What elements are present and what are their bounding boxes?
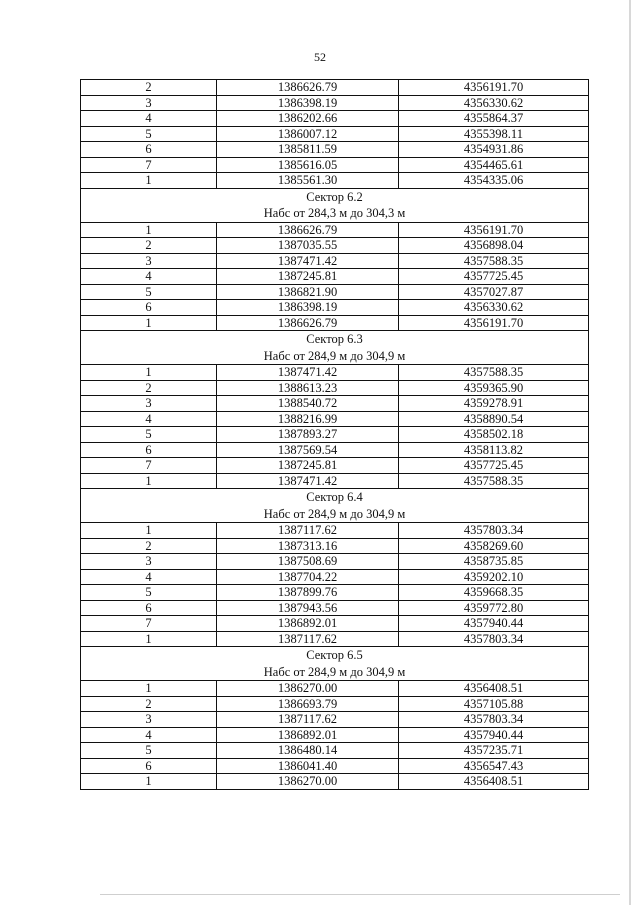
sector-height-range: Набс от 284,9 м до 304,9 м: [263, 664, 406, 679]
table-row: [81, 538, 589, 554]
y-coordinate-cell: 4359202.10: [399, 569, 589, 585]
y-coordinate-cell: 4358113.82: [399, 442, 589, 458]
table-row: [81, 173, 589, 189]
sector-height-range: Набс от 284,9 м до 304,9 м: [263, 348, 406, 363]
x-coordinate-cell: 1386821.90: [217, 284, 399, 300]
point-number-cell: 5: [81, 585, 217, 601]
y-coordinate-cell: 4357940.44: [399, 616, 589, 632]
y-coordinate-cell: 4358269.60: [399, 538, 589, 554]
table-row: [81, 222, 589, 238]
y-coordinate-cell: 4355864.37: [399, 111, 589, 127]
x-coordinate-cell: 1388613.23: [217, 380, 399, 396]
point-number-cell: 1: [81, 365, 217, 381]
table-row: [81, 727, 589, 743]
point-number-cell: 6: [81, 442, 217, 458]
table-row: [81, 365, 589, 381]
x-coordinate-cell: 1385561.30: [217, 173, 399, 189]
x-coordinate-cell: 1386626.79: [217, 222, 399, 238]
sector-header-row: [81, 647, 589, 681]
x-coordinate-cell: 1386202.66: [217, 111, 399, 127]
y-coordinate-cell: 4357588.35: [399, 365, 589, 381]
sector-title: Сектор 6.5: [306, 648, 363, 662]
x-coordinate-cell: 1386041.40: [217, 758, 399, 774]
sector-header-cell: [81, 489, 589, 523]
y-coordinate-cell: 4358890.54: [399, 411, 589, 427]
table-row: [81, 315, 589, 331]
x-coordinate-cell: 1386892.01: [217, 727, 399, 743]
y-coordinate-cell: 4359772.80: [399, 600, 589, 616]
x-coordinate-cell: 1385616.05: [217, 157, 399, 173]
y-coordinate-cell: 4357725.45: [399, 458, 589, 474]
sector-header-row: [81, 489, 589, 523]
y-coordinate-cell: 4356191.70: [399, 80, 589, 96]
table-row: [81, 774, 589, 790]
table-row: [81, 442, 589, 458]
sector-title: Сектор 6.3: [306, 332, 363, 346]
point-number-cell: 4: [81, 269, 217, 285]
table-row: [81, 80, 589, 96]
point-number-cell: 3: [81, 396, 217, 412]
x-coordinate-cell: 1387471.42: [217, 253, 399, 269]
x-coordinate-cell: 1387117.62: [217, 712, 399, 728]
table-row: [81, 585, 589, 601]
point-number-cell: 4: [81, 569, 217, 585]
point-number-cell: 1: [81, 473, 217, 489]
x-coordinate-cell: 1387035.55: [217, 238, 399, 254]
x-coordinate-cell: 1388216.99: [217, 411, 399, 427]
table-row: [81, 523, 589, 539]
table-row: [81, 681, 589, 697]
x-coordinate-cell: 1387245.81: [217, 269, 399, 285]
table-row: [81, 411, 589, 427]
table-row: [81, 253, 589, 269]
point-number-cell: 4: [81, 727, 217, 743]
y-coordinate-cell: 4356191.70: [399, 222, 589, 238]
y-coordinate-cell: 4356408.51: [399, 774, 589, 790]
table-row: [81, 758, 589, 774]
y-coordinate-cell: 4358735.85: [399, 554, 589, 570]
x-coordinate-cell: 1386626.79: [217, 315, 399, 331]
table-row: [81, 157, 589, 173]
table-row: [81, 111, 589, 127]
point-number-cell: 2: [81, 380, 217, 396]
y-coordinate-cell: 4359668.35: [399, 585, 589, 601]
table-row: [81, 458, 589, 474]
y-coordinate-cell: 4355398.11: [399, 126, 589, 142]
table-row: [81, 238, 589, 254]
point-number-cell: 5: [81, 126, 217, 142]
x-coordinate-cell: 1388540.72: [217, 396, 399, 412]
x-coordinate-cell: 1386693.79: [217, 696, 399, 712]
table-row: [81, 284, 589, 300]
y-coordinate-cell: 4358502.18: [399, 427, 589, 443]
x-coordinate-cell: 1386398.19: [217, 300, 399, 316]
y-coordinate-cell: 4356547.43: [399, 758, 589, 774]
point-number-cell: 6: [81, 142, 217, 158]
x-coordinate-cell: 1386480.14: [217, 743, 399, 759]
sector-header-row: [81, 188, 589, 222]
point-number-cell: 4: [81, 111, 217, 127]
table-row: [81, 473, 589, 489]
y-coordinate-cell: 4359278.91: [399, 396, 589, 412]
x-coordinate-cell: 1386626.79: [217, 80, 399, 96]
point-number-cell: 1: [81, 774, 217, 790]
y-coordinate-cell: 4356330.62: [399, 300, 589, 316]
y-coordinate-cell: 4357588.35: [399, 253, 589, 269]
table-row: [81, 631, 589, 647]
sector-title: Сектор 6.2: [306, 189, 363, 204]
y-coordinate-cell: 4357588.35: [399, 473, 589, 489]
x-coordinate-cell: 1387471.42: [217, 473, 399, 489]
point-number-cell: 1: [81, 681, 217, 697]
scan-right-edge: [629, 0, 631, 905]
sector-header-cell: [81, 331, 589, 365]
sector-header-row: [81, 331, 589, 365]
table-row: [81, 396, 589, 412]
point-number-cell: 6: [81, 758, 217, 774]
y-coordinate-cell: 4357803.34: [399, 631, 589, 647]
x-coordinate-cell: 1386892.01: [217, 616, 399, 632]
y-coordinate-cell: 4356191.70: [399, 315, 589, 331]
y-coordinate-cell: 4357803.34: [399, 523, 589, 539]
point-number-cell: 3: [81, 554, 217, 570]
x-coordinate-cell: 1386007.12: [217, 126, 399, 142]
table-row: [81, 142, 589, 158]
point-number-cell: 1: [81, 315, 217, 331]
x-coordinate-cell: 1385811.59: [217, 142, 399, 158]
table-row: [81, 554, 589, 570]
x-coordinate-cell: 1386270.00: [217, 774, 399, 790]
y-coordinate-cell: 4354335.06: [399, 173, 589, 189]
point-number-cell: 5: [81, 427, 217, 443]
table-row: [81, 95, 589, 111]
x-coordinate-cell: 1386270.00: [217, 681, 399, 697]
y-coordinate-cell: 4357105.88: [399, 696, 589, 712]
x-coordinate-cell: 1387117.62: [217, 523, 399, 539]
table-row: [81, 743, 589, 759]
y-coordinate-cell: 4356898.04: [399, 238, 589, 254]
sector-height-range: Набс от 284,9 м до 304,9 м: [263, 506, 406, 521]
sector-header-cell: [81, 188, 589, 222]
y-coordinate-cell: 4357235.71: [399, 743, 589, 759]
y-coordinate-cell: 4354465.61: [399, 157, 589, 173]
table-row: [81, 569, 589, 585]
table-row: [81, 300, 589, 316]
point-number-cell: 3: [81, 712, 217, 728]
point-number-cell: 2: [81, 238, 217, 254]
point-number-cell: 2: [81, 538, 217, 554]
y-coordinate-cell: 4356330.62: [399, 95, 589, 111]
x-coordinate-cell: 1386398.19: [217, 95, 399, 111]
table-row: [81, 616, 589, 632]
table-row: [81, 269, 589, 285]
scan-bottom-rule: [100, 894, 620, 895]
point-number-cell: 3: [81, 253, 217, 269]
point-number-cell: 7: [81, 616, 217, 632]
x-coordinate-cell: 1387569.54: [217, 442, 399, 458]
point-number-cell: 2: [81, 696, 217, 712]
point-number-cell: 5: [81, 743, 217, 759]
point-number-cell: 4: [81, 411, 217, 427]
sector-header-cell: [81, 647, 589, 681]
x-coordinate-cell: 1387508.69: [217, 554, 399, 570]
x-coordinate-cell: 1387893.27: [217, 427, 399, 443]
table-row: [81, 696, 589, 712]
point-number-cell: 1: [81, 631, 217, 647]
coordinates-table: [80, 79, 589, 790]
point-number-cell: 6: [81, 300, 217, 316]
y-coordinate-cell: 4354931.86: [399, 142, 589, 158]
x-coordinate-cell: 1387943.56: [217, 600, 399, 616]
point-number-cell: 1: [81, 523, 217, 539]
x-coordinate-cell: 1387899.76: [217, 585, 399, 601]
point-number-cell: 7: [81, 458, 217, 474]
point-number-cell: 7: [81, 157, 217, 173]
table-row: [81, 380, 589, 396]
table-row: [81, 600, 589, 616]
sector-height-range: Набс от 284,3 м до 304,3 м: [263, 206, 406, 220]
point-number-cell: 2: [81, 80, 217, 96]
coordinates-table-body: [81, 80, 589, 790]
x-coordinate-cell: 1387117.62: [217, 631, 399, 647]
x-coordinate-cell: 1387245.81: [217, 458, 399, 474]
page-number: 52: [314, 50, 326, 64]
x-coordinate-cell: 1387704.22: [217, 569, 399, 585]
y-coordinate-cell: 4356408.51: [399, 681, 589, 697]
y-coordinate-cell: 4357725.45: [399, 269, 589, 285]
point-number-cell: 1: [81, 173, 217, 189]
point-number-cell: 5: [81, 284, 217, 300]
y-coordinate-cell: 4357940.44: [399, 727, 589, 743]
x-coordinate-cell: 1387313.16: [217, 538, 399, 554]
point-number-cell: 1: [81, 222, 217, 238]
y-coordinate-cell: 4359365.90: [399, 380, 589, 396]
sector-title: Сектор 6.4: [306, 490, 363, 504]
y-coordinate-cell: 4357803.34: [399, 712, 589, 728]
table-row: [81, 712, 589, 728]
point-number-cell: 6: [81, 600, 217, 616]
table-row: [81, 126, 589, 142]
point-number-cell: 3: [81, 95, 217, 111]
table-row: [81, 427, 589, 443]
x-coordinate-cell: 1387471.42: [217, 365, 399, 381]
y-coordinate-cell: 4357027.87: [399, 284, 589, 300]
